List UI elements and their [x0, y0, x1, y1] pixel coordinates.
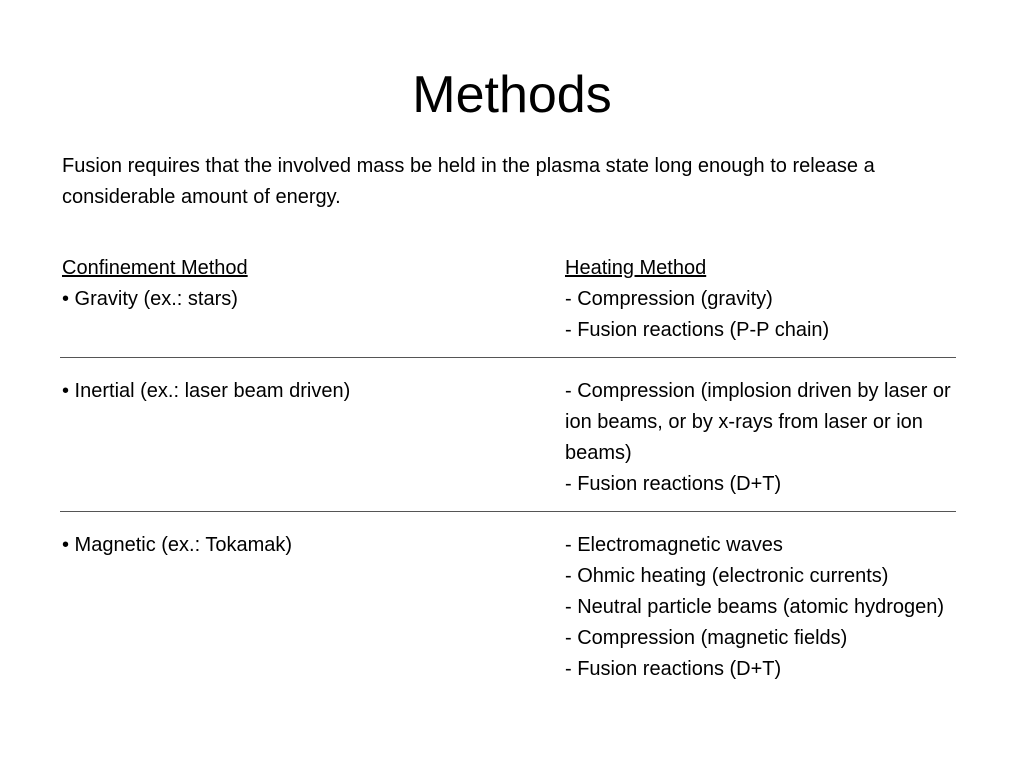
confinement-column-row-3 — [62, 530, 542, 561]
heating-item: - Compression (implosion driven by laser or ion beams, or by x-rays from laser or ion beams) — [565, 380, 951, 464]
heating-item: - Compression (magnetic fields) — [565, 627, 848, 649]
heating-column-row-2 — [565, 376, 965, 500]
row-divider — [60, 511, 956, 512]
heating-method-header: Heating Method — [565, 257, 707, 279]
heating-item: - Fusion reactions (D+T) — [565, 658, 782, 680]
slide-title: Methods — [412, 66, 612, 124]
heating-item: - Ohmic heating (electronic currents) — [565, 565, 889, 587]
heating-item: - Fusion reactions (P-P chain) — [565, 319, 830, 341]
heating-item: - Neutral particle beams (atomic hydrogen) — [565, 596, 945, 618]
confinement-column-row-2 — [62, 376, 542, 407]
confinement-item-inertial: • Inertial (ex.: laser beam driven) — [62, 380, 351, 402]
heating-column-row-3 — [565, 530, 965, 685]
confinement-item-gravity: • Gravity (ex.: stars) — [62, 288, 238, 310]
confinement-column-row-1 — [62, 253, 542, 315]
heating-item: - Electromagnetic waves — [565, 534, 783, 556]
intro-paragraph: Fusion requires that the involved mass be held in the plasma state long enough to release a considerable amount of energy. — [62, 155, 875, 208]
heating-item: - Fusion reactions (D+T) — [565, 473, 782, 495]
confinement-item-magnetic: • Magnetic (ex.: Tokamak) — [62, 534, 293, 556]
row-divider — [60, 357, 956, 358]
heating-column-row-1 — [565, 253, 965, 346]
confinement-method-header: Confinement Method — [62, 257, 248, 279]
heating-item: - Compression (gravity) — [565, 288, 773, 310]
